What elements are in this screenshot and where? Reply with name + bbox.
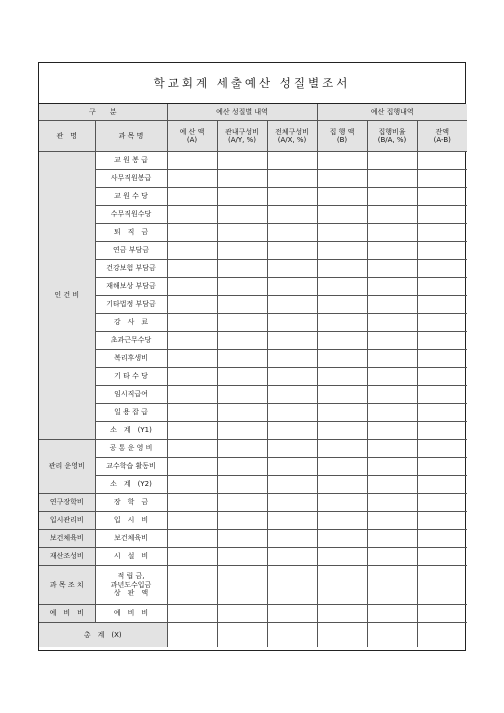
data-cell[interactable]: [417, 512, 467, 530]
data-cell[interactable]: [367, 170, 417, 188]
data-cell[interactable]: [167, 440, 217, 458]
data-cell[interactable]: [317, 242, 367, 260]
table-row: [39, 332, 467, 350]
data-cell[interactable]: [267, 494, 317, 512]
data-cell[interactable]: [367, 548, 417, 566]
data-cell[interactable]: [367, 152, 417, 170]
data-cell[interactable]: [267, 260, 317, 278]
adjust-line-1: 적 립 금,: [117, 572, 145, 581]
header-exec-amount-sub: (B): [336, 136, 348, 144]
data-cell[interactable]: [367, 224, 417, 242]
subject-cell: 강 사 료: [95, 314, 167, 332]
header-exec-amount-label: 집 행 액: [329, 127, 355, 136]
data-cell[interactable]: [317, 512, 367, 530]
data-cell[interactable]: [217, 422, 267, 440]
data-cell[interactable]: [167, 566, 217, 605]
table-row: [39, 476, 467, 494]
data-cell[interactable]: [267, 440, 317, 458]
subject-cell: 기타법정 부담금: [95, 296, 167, 314]
data-cell[interactable]: [217, 530, 267, 548]
data-cell[interactable]: [417, 242, 467, 260]
subject-cell: 수무직원수당: [95, 206, 167, 224]
data-cell[interactable]: [367, 296, 417, 314]
data-cell[interactable]: [167, 170, 217, 188]
subject-cell: 예 비 비: [95, 605, 167, 623]
subject-cell: 복리후생비: [95, 350, 167, 368]
data-cell[interactable]: [417, 404, 467, 422]
header-row-1: [39, 104, 467, 121]
data-cell[interactable]: [217, 548, 267, 566]
data-cell[interactable]: [317, 188, 367, 206]
subject-cell: 임시직급여: [95, 386, 167, 404]
subject-cell: 교수학습 활동비: [95, 458, 167, 476]
data-cell[interactable]: [217, 224, 267, 242]
data-cell[interactable]: [417, 623, 467, 648]
data-cell[interactable]: [317, 314, 367, 332]
data-cell[interactable]: [417, 206, 467, 224]
data-cell[interactable]: [367, 350, 417, 368]
data-cell[interactable]: [167, 152, 217, 170]
document-title: 학교회계 세출예산 성질별조서: [39, 63, 465, 104]
data-cell[interactable]: [167, 458, 217, 476]
data-cell[interactable]: [367, 386, 417, 404]
subject-cell: 퇴 직 금: [95, 224, 167, 242]
data-cell[interactable]: [217, 296, 267, 314]
data-cell[interactable]: [217, 260, 267, 278]
data-cell[interactable]: [317, 494, 367, 512]
data-cell[interactable]: [317, 206, 367, 224]
data-cell[interactable]: [267, 530, 317, 548]
data-cell[interactable]: [317, 422, 367, 440]
data-cell[interactable]: [267, 188, 317, 206]
group-admission: 입시관리비: [39, 512, 95, 530]
data-cell[interactable]: [417, 530, 467, 548]
document-frame: [38, 62, 466, 651]
data-cell[interactable]: [167, 368, 217, 386]
header-ratio-total: [267, 121, 317, 152]
data-cell[interactable]: [417, 224, 467, 242]
adjust-line-3: 상 판 액: [113, 589, 149, 598]
header-ratio-total-label: 전체구성비: [275, 127, 309, 136]
data-cell[interactable]: [267, 605, 317, 623]
subject-cell: 일 용 잡 급: [95, 404, 167, 422]
data-cell[interactable]: [217, 623, 267, 648]
subject-cell: 보건체육비: [95, 530, 167, 548]
data-cell[interactable]: [367, 278, 417, 296]
data-cell[interactable]: [417, 386, 467, 404]
table-row: [39, 350, 467, 368]
table-row: [39, 440, 467, 458]
data-cell[interactable]: [267, 422, 317, 440]
data-cell[interactable]: [317, 224, 367, 242]
header-ratio-within-sub: (A/Y, %): [228, 136, 256, 144]
data-cell[interactable]: [217, 278, 267, 296]
data-cell[interactable]: [367, 512, 417, 530]
data-cell[interactable]: [367, 494, 417, 512]
data-cell[interactable]: [167, 605, 217, 623]
data-cell[interactable]: [317, 350, 367, 368]
table-row: [39, 278, 467, 296]
header-balance-sub: (A-B): [433, 136, 451, 144]
data-cell[interactable]: [417, 152, 467, 170]
data-cell[interactable]: [217, 368, 267, 386]
table-row: [39, 242, 467, 260]
data-cell[interactable]: [417, 440, 467, 458]
data-cell[interactable]: [217, 512, 267, 530]
table-row: [39, 170, 467, 188]
data-cell[interactable]: [217, 458, 267, 476]
budget-table: [39, 104, 467, 647]
data-cell[interactable]: [217, 206, 267, 224]
data-cell[interactable]: [417, 260, 467, 278]
data-cell[interactable]: [267, 476, 317, 494]
data-cell[interactable]: [167, 548, 217, 566]
data-cell[interactable]: [317, 458, 367, 476]
data-cell[interactable]: [367, 188, 417, 206]
data-cell[interactable]: [417, 494, 467, 512]
data-cell[interactable]: [167, 332, 217, 350]
header-ratio-total-sub: (A/X, %): [277, 136, 307, 144]
data-cell[interactable]: [267, 386, 317, 404]
data-cell[interactable]: [217, 476, 267, 494]
data-cell[interactable]: [267, 512, 317, 530]
data-cell[interactable]: [417, 422, 467, 440]
header-row-2: [39, 121, 467, 152]
data-cell[interactable]: [367, 476, 417, 494]
data-cell[interactable]: [217, 605, 267, 623]
subject-cell: 장 학 금: [95, 494, 167, 512]
data-cell[interactable]: [167, 314, 217, 332]
table-row: [39, 512, 467, 530]
data-cell[interactable]: [317, 605, 367, 623]
group-health: 보건체육비: [39, 530, 95, 548]
data-cell[interactable]: [267, 170, 317, 188]
data-cell[interactable]: [167, 278, 217, 296]
data-cell[interactable]: [317, 404, 367, 422]
data-cell[interactable]: [267, 350, 317, 368]
subject-cell: [95, 566, 167, 605]
table-row: [39, 566, 467, 605]
subject-cell: 건강보험 부담금: [95, 260, 167, 278]
data-cell[interactable]: [217, 404, 267, 422]
data-cell[interactable]: [367, 530, 417, 548]
header-budget-amount: [167, 121, 217, 152]
data-cell[interactable]: [317, 476, 367, 494]
header-exec-rate-sub: (B/A, %): [377, 136, 407, 144]
header-group-label: 구 분: [39, 104, 167, 121]
data-cell[interactable]: [367, 260, 417, 278]
group-personnel: 인 건 비: [39, 152, 95, 440]
adjust-line-2: 과년도수입금: [110, 580, 152, 589]
data-cell[interactable]: [367, 314, 417, 332]
data-cell[interactable]: [167, 296, 217, 314]
data-cell[interactable]: [217, 494, 267, 512]
table-row: [39, 530, 467, 548]
header-exec-amount: [317, 121, 367, 152]
data-cell[interactable]: [217, 242, 267, 260]
header-balance-label: 잔액: [435, 127, 450, 136]
data-cell[interactable]: [367, 332, 417, 350]
data-cell[interactable]: [367, 605, 417, 623]
group-property: 재산조성비: [39, 548, 95, 566]
data-cell[interactable]: [367, 623, 417, 648]
header-exec-group: 예산 집행내역: [317, 104, 467, 121]
table-row: [39, 623, 467, 648]
data-cell[interactable]: [167, 350, 217, 368]
subject-cell: 교 원 수 당: [95, 188, 167, 206]
data-cell[interactable]: [167, 512, 217, 530]
data-cell[interactable]: [367, 206, 417, 224]
data-cell[interactable]: [317, 548, 367, 566]
data-cell[interactable]: [167, 623, 217, 648]
data-cell[interactable]: [167, 530, 217, 548]
data-cell[interactable]: [217, 170, 267, 188]
table-row: [39, 386, 467, 404]
data-cell[interactable]: [217, 314, 267, 332]
table-row: [39, 224, 467, 242]
data-cell[interactable]: [417, 188, 467, 206]
data-cell[interactable]: [367, 440, 417, 458]
header-ratio-within-label: 관내구성비: [225, 127, 259, 136]
data-cell[interactable]: [417, 350, 467, 368]
data-cell[interactable]: [417, 476, 467, 494]
header-subject: 과 목 명: [95, 121, 167, 152]
table-row: [39, 548, 467, 566]
data-cell[interactable]: [317, 368, 367, 386]
data-cell[interactable]: [167, 206, 217, 224]
data-cell[interactable]: [417, 296, 467, 314]
header-ratio-within: [217, 121, 267, 152]
data-cell[interactable]: [217, 350, 267, 368]
table-row: [39, 206, 467, 224]
subject-cell: 시 설 비: [95, 548, 167, 566]
data-cell[interactable]: [167, 188, 217, 206]
data-cell[interactable]: [317, 530, 367, 548]
data-cell[interactable]: [317, 296, 367, 314]
data-cell[interactable]: [317, 440, 367, 458]
subtotal-cell: 소 계 (Y1): [95, 422, 167, 440]
data-cell[interactable]: [167, 494, 217, 512]
table-row: [39, 422, 467, 440]
data-cell[interactable]: [267, 458, 317, 476]
data-cell[interactable]: [417, 368, 467, 386]
data-cell[interactable]: [217, 152, 267, 170]
data-cell[interactable]: [217, 332, 267, 350]
table-row: [39, 458, 467, 476]
data-cell[interactable]: [167, 224, 217, 242]
table-row: [39, 605, 467, 623]
data-cell[interactable]: [217, 188, 267, 206]
data-cell[interactable]: [267, 332, 317, 350]
table-row: [39, 260, 467, 278]
table-row: [39, 296, 467, 314]
data-cell[interactable]: [317, 278, 367, 296]
data-cell[interactable]: [367, 566, 417, 605]
header-exec-rate-label: 집행비율: [378, 127, 406, 136]
data-cell[interactable]: [367, 404, 417, 422]
data-cell[interactable]: [317, 566, 367, 605]
data-cell[interactable]: [267, 296, 317, 314]
data-cell[interactable]: [267, 314, 317, 332]
data-cell[interactable]: [167, 476, 217, 494]
data-cell[interactable]: [267, 224, 317, 242]
data-cell[interactable]: [267, 623, 317, 648]
data-cell[interactable]: [367, 368, 417, 386]
data-cell[interactable]: [167, 260, 217, 278]
subject-cell: 초과근무수당: [95, 332, 167, 350]
subject-cell: 사무직원봉급: [95, 170, 167, 188]
data-cell[interactable]: [367, 458, 417, 476]
data-cell[interactable]: [217, 440, 267, 458]
data-cell[interactable]: [417, 332, 467, 350]
data-cell[interactable]: [317, 332, 367, 350]
data-cell[interactable]: [317, 260, 367, 278]
group-research: 연구장학비: [39, 494, 95, 512]
table-row: [39, 494, 467, 512]
data-cell[interactable]: [267, 242, 317, 260]
data-cell[interactable]: [417, 314, 467, 332]
data-cell[interactable]: [167, 422, 217, 440]
header-budget-group: 예산 성질별 내역: [167, 104, 317, 121]
data-cell[interactable]: [417, 548, 467, 566]
data-cell[interactable]: [367, 422, 417, 440]
data-cell[interactable]: [167, 404, 217, 422]
header-balance: [417, 121, 467, 152]
data-cell[interactable]: [417, 278, 467, 296]
data-cell[interactable]: [317, 152, 367, 170]
subject-cell: 재해보상 부담금: [95, 278, 167, 296]
data-cell[interactable]: [267, 566, 317, 605]
subject-cell: 연금 부담금: [95, 242, 167, 260]
data-cell[interactable]: [167, 242, 217, 260]
data-cell[interactable]: [167, 386, 217, 404]
data-cell[interactable]: [367, 242, 417, 260]
table-row: [39, 404, 467, 422]
group-adjust: 과 목 조 치: [39, 566, 95, 605]
subject-cell: 교 원 봉 급: [95, 152, 167, 170]
table-row: [39, 152, 467, 170]
table-row: [39, 368, 467, 386]
subject-cell: 공 통 운 영 비: [95, 440, 167, 458]
group-management: 관리 운영비: [39, 440, 95, 494]
header-exec-rate: [367, 121, 417, 152]
header-category: 관 명: [39, 121, 95, 152]
table-row: [39, 314, 467, 332]
table-row: [39, 188, 467, 206]
data-cell[interactable]: [217, 566, 267, 605]
subject-cell: 입 시 비: [95, 512, 167, 530]
data-cell[interactable]: [317, 386, 367, 404]
subtotal-cell: 소 계 (Y2): [95, 476, 167, 494]
grand-total-label: 총 계 (X): [39, 623, 167, 648]
data-cell[interactable]: [267, 152, 317, 170]
data-cell[interactable]: [417, 566, 467, 605]
group-reserve: 예 비 비: [39, 605, 95, 623]
data-cell[interactable]: [417, 605, 467, 623]
data-cell[interactable]: [317, 623, 367, 648]
data-cell[interactable]: [317, 170, 367, 188]
data-cell[interactable]: [267, 404, 317, 422]
data-cell[interactable]: [267, 368, 317, 386]
data-cell[interactable]: [217, 386, 267, 404]
data-cell[interactable]: [267, 548, 317, 566]
header-budget-amount-sub: (A): [186, 136, 198, 144]
header-budget-amount-label: 예 산 액: [179, 127, 205, 136]
data-cell[interactable]: [267, 278, 317, 296]
subject-cell: 기 타 수 당: [95, 368, 167, 386]
data-cell[interactable]: [267, 206, 317, 224]
data-cell[interactable]: [417, 458, 467, 476]
data-cell[interactable]: [417, 170, 467, 188]
